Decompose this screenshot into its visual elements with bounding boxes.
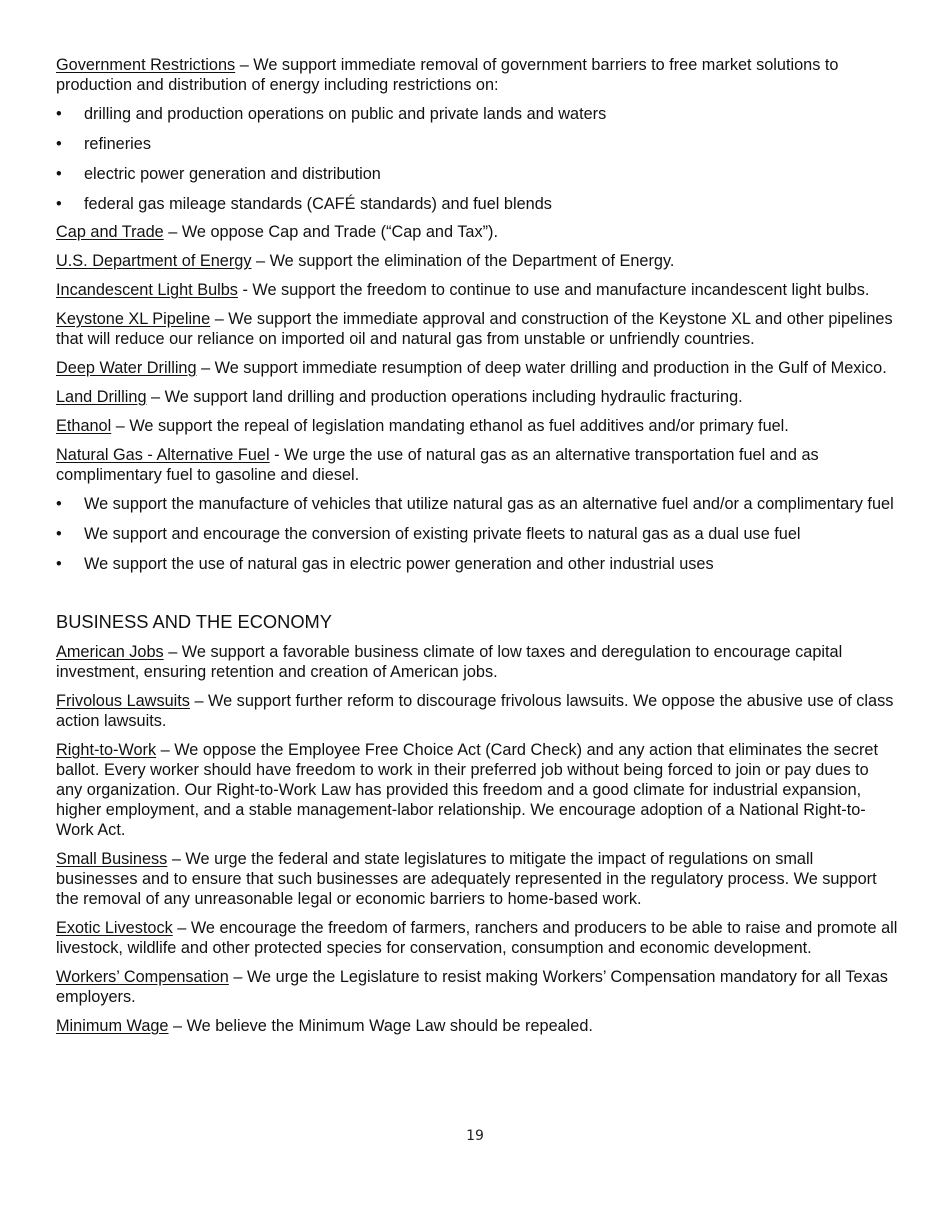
plank-cap-and-trade (56, 222, 898, 242)
list-item-text: We support and encourage the conversion of existing private fleets to natural gas as a dual use fuel (84, 525, 801, 543)
plank-term: U.S. Department of Energy (56, 252, 252, 270)
plank-ethanol (56, 416, 898, 436)
plank-term: American Jobs (56, 643, 164, 661)
list-item-text: drilling and production operations on public and private lands and waters (84, 105, 607, 123)
plank-keystone-xl-pipeline (56, 309, 898, 349)
government-restrictions-list (56, 104, 898, 214)
plank-text: – We encourage the freedom of farmers, ranchers and producers to be able to raise and promote all livestock, wildlife and other protected species for conservation, consumption and economic development. (56, 919, 898, 957)
plank-text: - We support the freedom to continue to use and manufacture incandescent light bulbs. (237, 281, 870, 299)
plank-term: Exotic Livestock (56, 919, 173, 937)
list-item-text: federal gas mileage standards (CAFÉ standards) and fuel blends (84, 195, 552, 213)
bullet-icon: • (56, 195, 62, 213)
section-heading-business: BUSINESS AND THE ECONOMY (56, 611, 332, 632)
plank-government-restrictions (56, 55, 898, 95)
page-number: 19 (466, 1128, 484, 1144)
list-item (56, 524, 898, 544)
plank-natural-gas (56, 445, 898, 485)
plank-department-of-energy (56, 251, 898, 271)
list-item (56, 104, 898, 124)
plank-american-jobs (56, 642, 898, 682)
plank-text: – We urge the Legislature to resist making Workers’ Compensation mandatory for all Texas employers. (56, 968, 888, 1006)
list-item (56, 134, 898, 154)
list-item (56, 494, 898, 514)
list-item (56, 554, 898, 574)
plank-term: Land Drilling (56, 388, 147, 406)
plank-land-drilling (56, 387, 898, 407)
plank-text: – We support a favorable business climate of low taxes and deregulation to encourage capital investment, ensuring retention and creation of American jobs. (56, 643, 843, 681)
plank-text: – We believe the Minimum Wage Law should be repealed. (168, 1017, 593, 1035)
plank-term: Natural Gas - Alternative Fuel (56, 446, 270, 464)
plank-term: Cap and Trade (56, 223, 164, 241)
list-item (56, 164, 898, 184)
bullet-icon: • (56, 135, 62, 153)
plank-term: Minimum Wage (56, 1017, 169, 1035)
section-spacer (56, 584, 898, 611)
bullet-icon: • (56, 525, 62, 543)
list-item-text: We support the manufacture of vehicles that utilize natural gas as an alternative fuel and/or a complimentary fuel (84, 495, 894, 513)
plank-minimum-wage (56, 1016, 898, 1036)
plank-incandescent-light-bulbs (56, 280, 898, 300)
plank-exotic-livestock (56, 918, 898, 958)
plank-text: – We oppose the Employee Free Choice Act (Card Check) and any action that eliminates the secret ballot. Every worker should have freedom to work in their preferred job without being forced to join or pay dues to any organization. Our Right-to-Work Law has provided this freedom and a good climate for industrial expansion, higher employment, and a stable management-labor relationship. We encourage adoption of a National Right-to-Work Act. (56, 741, 879, 839)
bullet-icon: • (56, 555, 62, 573)
plank-term: Keystone XL Pipeline (56, 310, 211, 328)
plank-deep-water-drilling (56, 358, 898, 378)
list-item-text: We support the use of natural gas in electric power generation and other industrial uses (84, 555, 714, 573)
plank-right-to-work (56, 740, 898, 840)
plank-text: – We support the elimination of the Department of Energy. (251, 252, 675, 270)
plank-term: Deep Water Drilling (56, 359, 197, 377)
plank-term: Ethanol (56, 417, 112, 435)
plank-term: Right-to-Work (56, 741, 157, 759)
plank-text: – We oppose Cap and Trade (“Cap and Tax”). (163, 223, 498, 241)
plank-text: – We support the immediate approval and construction of the Keystone XL and other pipelines that will reduce our reliance on imported oil and natural gas from unstable or unfriendly countries. (56, 310, 893, 348)
list-item-text: refineries (84, 135, 151, 153)
plank-term: Workers’ Compensation (56, 968, 229, 986)
plank-term: Incandescent Light Bulbs (56, 281, 238, 299)
plank-small-business (56, 849, 898, 909)
plank-workers-compensation (56, 967, 898, 1007)
plank-text: – We support immediate removal of government barriers to free market solutions to production and distribution of energy including restrictions on: (56, 56, 839, 94)
plank-text: – We urge the federal and state legislatures to mitigate the impact of regulations on small businesses and to ensure that such businesses are adequately represented in the regulatory process. We support the removal of any unreasonable legal or economic barriers to home-based work. (56, 850, 877, 908)
plank-term: Small Business (56, 850, 168, 868)
plank-text: – We support the repeal of legislation mandating ethanol as fuel additives and/or primary fuel. (111, 417, 789, 435)
plank-text: – We support further reform to discourage frivolous lawsuits. We oppose the abusive use of class action lawsuits. (56, 692, 894, 730)
plank-text: - We urge the use of natural gas as an alternative transportation fuel and as complimentary fuel to gasoline and diesel. (56, 446, 819, 484)
natural-gas-list (56, 494, 898, 574)
plank-term: Government Restrictions (56, 56, 236, 74)
list-item-text: electric power generation and distribution (84, 165, 381, 183)
plank-term: Frivolous Lawsuits (56, 692, 190, 710)
document-page (56, 55, 898, 1045)
plank-frivolous-lawsuits (56, 691, 898, 731)
plank-text: – We support immediate resumption of deep water drilling and production in the Gulf of Mexico. (196, 359, 887, 377)
list-item (56, 194, 898, 214)
bullet-icon: • (56, 495, 62, 513)
bullet-icon: • (56, 165, 62, 183)
bullet-icon: • (56, 105, 62, 123)
plank-text: – We support land drilling and production operations including hydraulic fracturing. (146, 388, 743, 406)
